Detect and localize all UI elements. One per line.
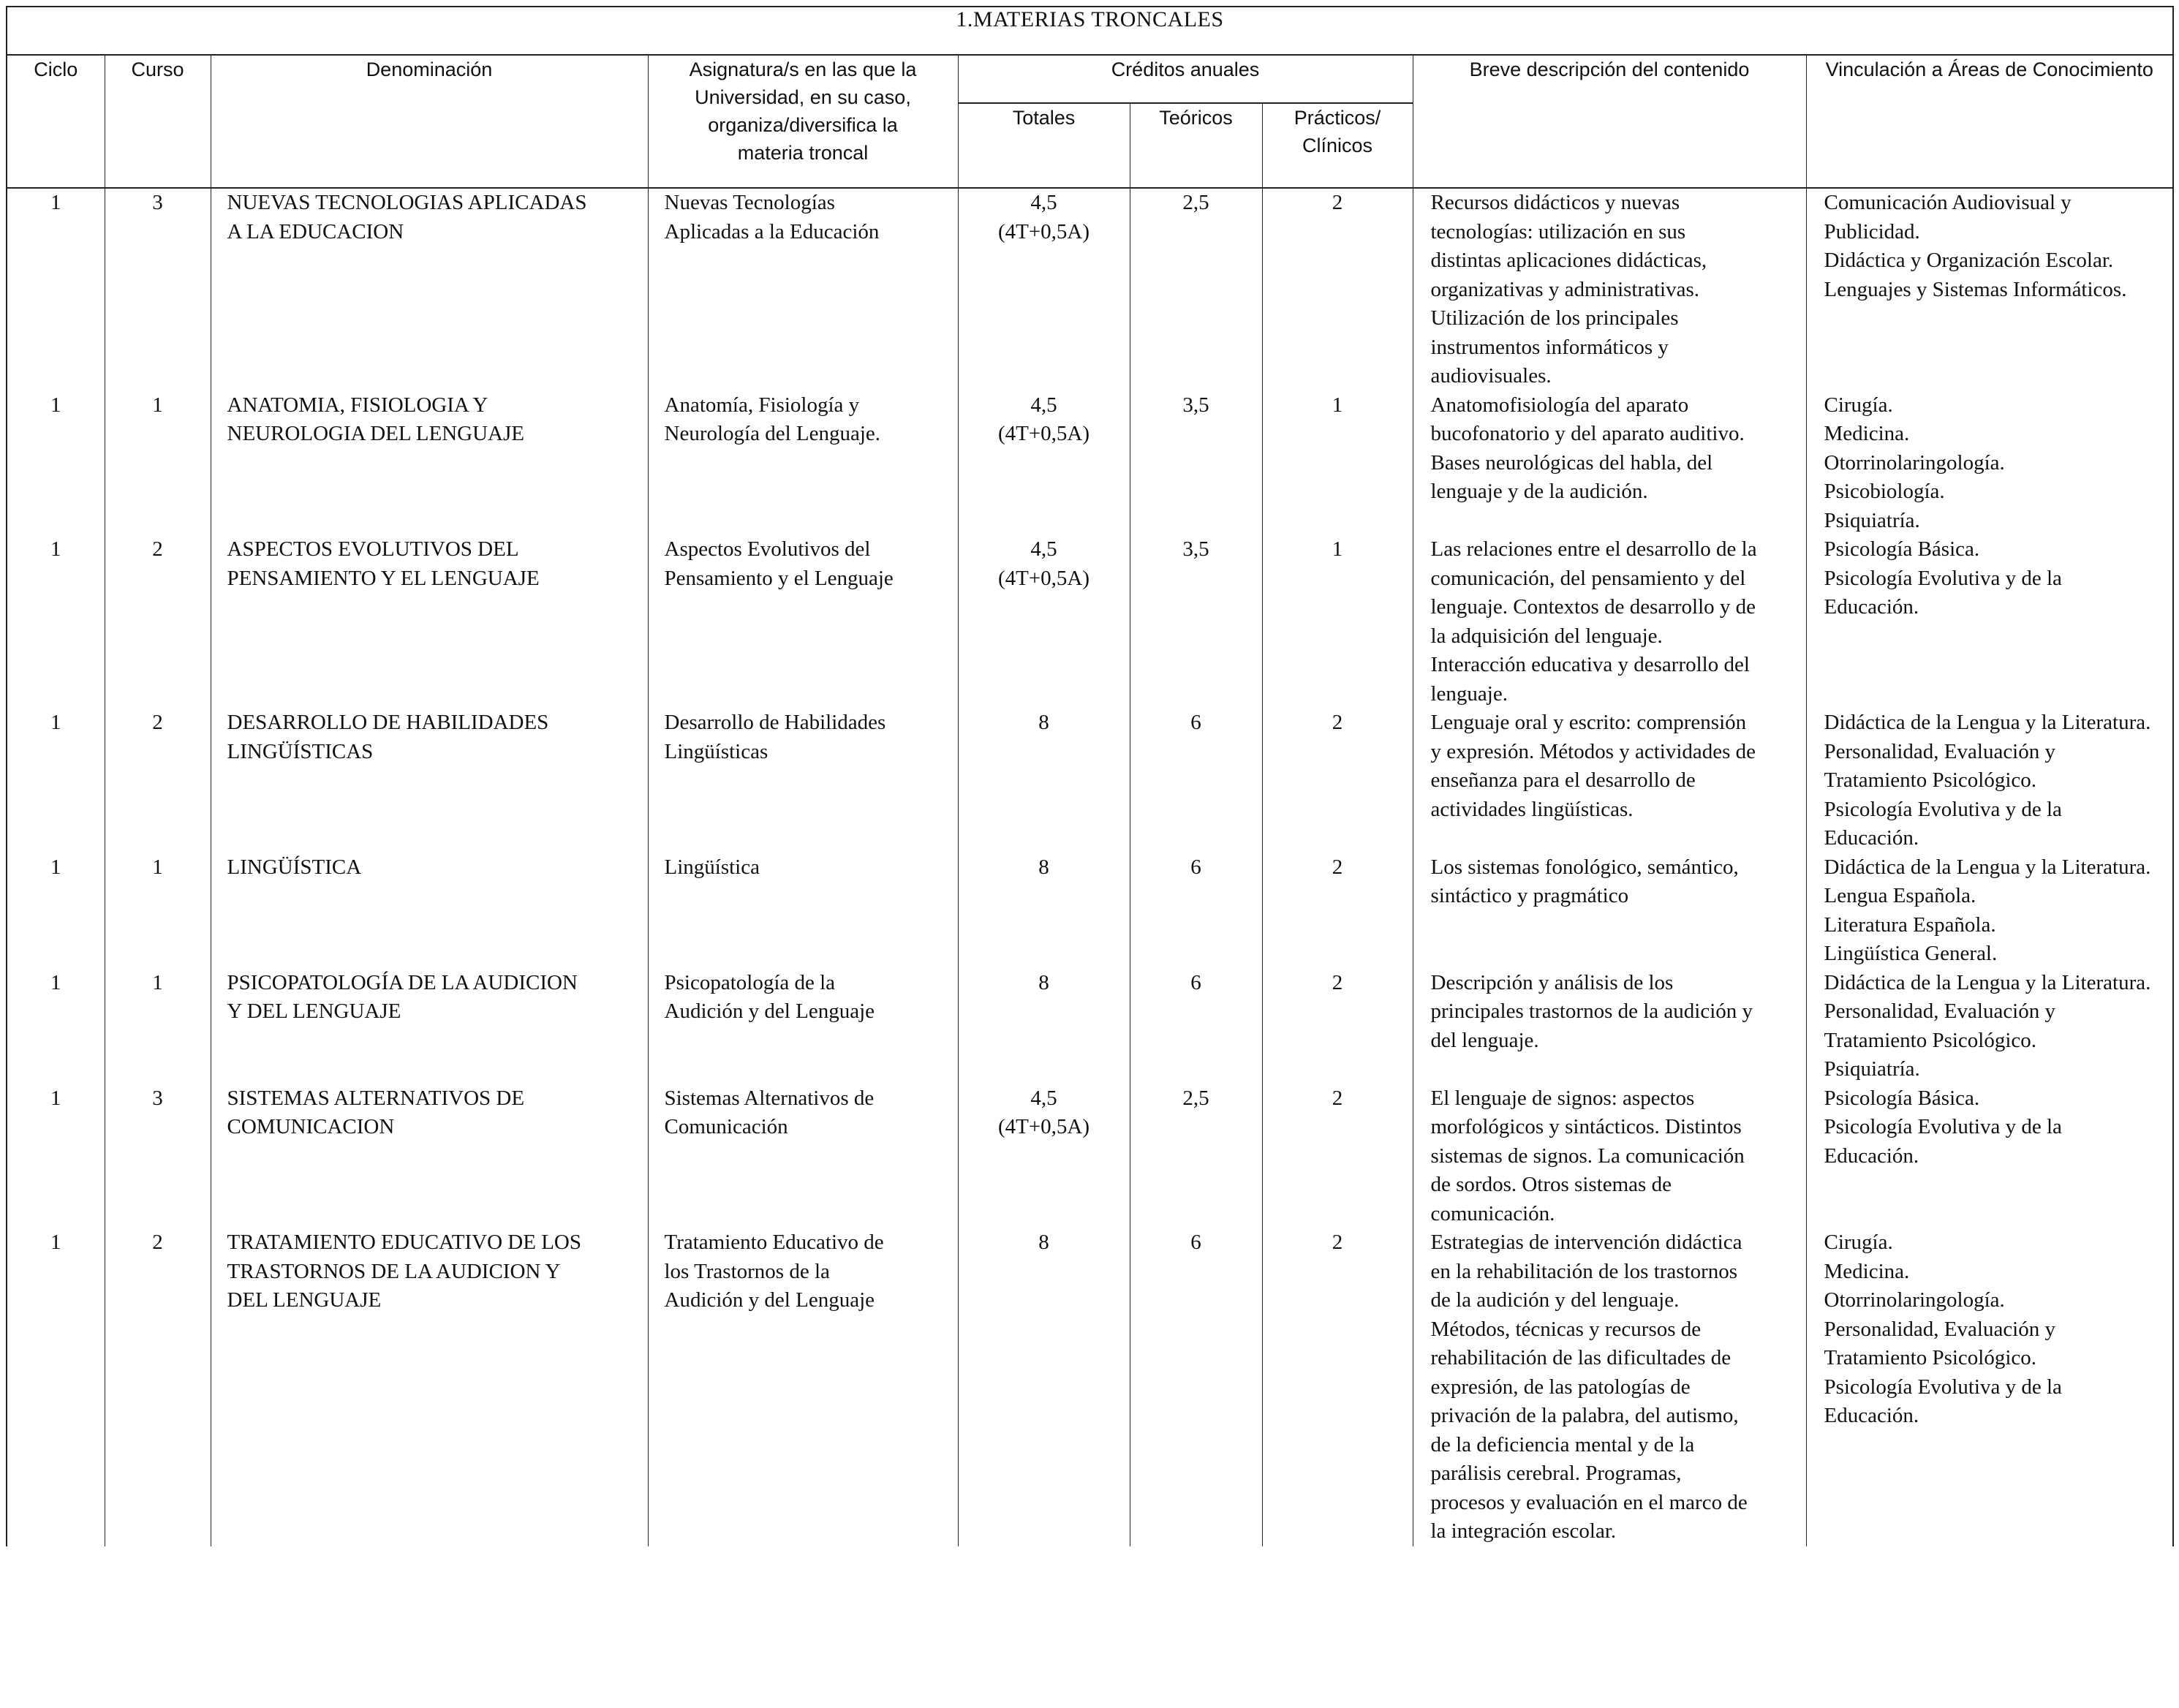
text-line: Estrategias de intervención didáctica [1430,1231,1742,1254]
text-line: Educación. [1824,1404,1919,1427]
descripcion-cell [1413,535,1806,708]
text-line: Psicobiología. [1824,480,1945,503]
text-line: 8 [1038,855,1049,879]
text-line: comunicación, del pensamiento y del [1430,566,1746,590]
text-line: Personalidad, Evaluación y [1824,739,2055,763]
teoricos-cell: 2,5 [1130,188,1262,391]
totales-cell [958,1228,1130,1546]
ciclo-cell: 1 [7,708,105,853]
text-line: Audición y del Lenguaje [664,1288,875,1312]
text-line: de la deficiencia mental y de la [1430,1432,1695,1456]
denominacion-cell [211,853,648,969]
text-line: Utilización de los principales [1430,306,1679,330]
totales-cell [958,535,1130,708]
practicos-cell: 2 [1262,188,1413,391]
text-line: (4T+0,5A) [997,219,1090,243]
text-line: Psicología Evolutiva y de la [1824,797,2062,821]
ciclo-cell: 1 [7,535,105,708]
text-line: NUEVAS TECNOLOGIAS APLICADAS [227,191,587,214]
text-line: principales trastornos de la audición y [1430,1000,1753,1023]
text-line: parálisis cerebral. Programas, [1430,1462,1682,1485]
text-line: 4,5 [1030,537,1057,561]
text-line: 8 [1038,711,1049,734]
text-line: Psicología Evolutiva y de la [1824,1375,2062,1399]
text-line: Cirugía. [1824,393,1893,417]
text-line: Clínicos [1302,135,1373,156]
text-line: Educación. [1824,826,1919,850]
text-line: Otorrinolaringología. [1824,1288,2005,1312]
text-line: (4T+0,5A) [997,422,1090,445]
denominacion-cell [211,535,648,708]
text-line: enseñanza para el desarrollo de [1430,768,1696,792]
text-line: Los sistemas fonológico, semántico, [1430,855,1739,879]
curso-cell: 3 [105,188,211,391]
text-line: Medicina. [1824,1259,1910,1283]
header-descripcion: Breve descripción del contenido [1413,55,1806,188]
text-line: morfológicos y sintácticos. Distintos [1430,1115,1742,1138]
text-line: Lengua Española. [1824,884,1976,907]
materias-troncales-table [6,6,2174,1546]
text-line: organiza/diversifica la [708,114,898,136]
text-line: rehabilitación de las dificultades de [1430,1346,1732,1369]
practicos-cell: 2 [1262,1084,1413,1229]
header-creditos-anuales: Créditos anuales [958,55,1413,103]
text-line: Las relaciones entre el desarrollo de la [1430,537,1757,561]
denominacion-cell [211,391,648,536]
text-line: LINGÜÍSTICAS [227,739,374,763]
text-line: LINGÜÍSTICA [227,855,362,879]
practicos-cell: 2 [1262,853,1413,969]
ciclo-cell: 1 [7,969,105,1084]
denominacion-cell [211,188,648,391]
totales-cell [958,969,1130,1084]
text-line: bucofonatorio y del aparato auditivo. [1430,422,1745,445]
teoricos-cell: 3,5 [1130,535,1262,708]
text-line: Lenguaje oral y escrito: comprensión [1430,711,1747,734]
header-denominacion: Denominación [211,55,648,188]
text-line: Lenguajes y Sistemas Informáticos. [1824,277,2127,301]
curso-cell: 2 [105,708,211,853]
text-line: actividades lingüísticas. [1430,797,1634,821]
text-line: SISTEMAS ALTERNATIVOS DE [227,1086,525,1110]
descripcion-cell [1413,391,1806,536]
teoricos-cell: 6 [1130,969,1262,1084]
asignatura-cell [648,535,958,708]
table-row [7,391,2173,536]
descripcion-cell [1413,1228,1806,1546]
vinculacion-cell [1806,391,2173,536]
practicos-cell: 1 [1262,535,1413,708]
text-line: Otorrinolaringología. [1824,450,2005,475]
text-line: DEL LENGUAJE [227,1288,382,1312]
text-line: Descripción y análisis de los [1430,970,1674,994]
teoricos-cell: 6 [1130,1228,1262,1546]
text-line: 4,5 [1030,393,1057,417]
denominacion-cell [211,969,648,1084]
totales-cell [958,853,1130,969]
text-line: Lingüísticas [664,739,768,763]
text-line: Personalidad, Evaluación y [1824,1000,2055,1023]
text-line: Neurología del Lenguaje. [664,422,881,445]
text-line: Universidad, en su caso, [695,86,911,108]
descripcion-cell [1413,1084,1806,1229]
text-line: Didáctica de la Lengua y la Literatura. [1824,970,2151,994]
text-line: Medicina. [1824,422,1910,445]
text-line: Publicidad. [1824,219,1920,243]
table-title: 1.MATERIAS TRONCALES [7,7,2173,55]
text-line: Pensamiento y el Lenguaje [664,566,894,590]
text-line: Aspectos Evolutivos del [664,537,871,561]
text-line: tecnologías: utilización en sus [1430,219,1686,243]
table-row [7,708,2173,853]
text-line: 4,5 [1030,191,1057,214]
asignatura-cell [648,853,958,969]
text-line: distintas aplicaciones didácticas, [1430,249,1707,272]
ciclo-cell: 1 [7,853,105,969]
text-line: Personalidad, Evaluación y [1824,1317,2055,1341]
text-line: Didáctica de la Lengua y la Literatura. [1824,855,2151,879]
text-line: NEUROLOGIA DEL LENGUAJE [227,422,524,445]
text-line: Educación. [1824,1144,1919,1168]
text-line: la integración escolar. [1430,1519,1617,1543]
text-line: 4,5 [1030,1086,1057,1110]
header-totales: Totales [958,103,1130,188]
text-line: Anatomofisiología del aparato [1430,393,1689,417]
table-row [7,188,2173,391]
ciclo-cell: 1 [7,1228,105,1546]
asignatura-cell [648,188,958,391]
text-line: lenguaje. [1430,681,1508,706]
text-line: ASPECTOS EVOLUTIVOS DEL [227,537,519,561]
text-line: del lenguaje. [1430,1028,1539,1052]
text-line: Nuevas Tecnologías [664,191,835,214]
text-line: expresión, de las patologías de [1430,1375,1691,1399]
table-row [7,969,2173,1084]
text-line: Prácticos/ [1294,107,1381,129]
totales-cell [958,188,1130,391]
text-line: procesos y evaluación en el marco de [1430,1490,1748,1514]
teoricos-cell: 6 [1130,853,1262,969]
curso-cell: 3 [105,1084,211,1229]
text-line: audiovisuales. [1430,364,1552,388]
text-line: Literatura Española. [1824,912,1996,937]
vinculacion-cell [1806,1228,2173,1546]
vinculacion-cell [1806,969,2173,1084]
header-ciclo: Ciclo [7,55,105,188]
totales-cell [958,391,1130,536]
text-line: A LA EDUCACION [227,219,404,243]
header-asignatura [648,55,958,188]
asignatura-cell [648,391,958,536]
text-line: Didáctica de la Lengua y la Literatura. [1824,711,2151,734]
text-line: organizativas y administrativas. [1430,277,1700,301]
text-line: Cirugía. [1824,1231,1893,1254]
text-line: Anatomía, Fisiología y [664,393,860,417]
totales-cell [958,1084,1130,1229]
text-line: materia troncal [737,142,869,164]
denominacion-cell [211,708,648,853]
text-line: Lingüística [664,855,760,879]
descripcion-cell [1413,969,1806,1084]
text-line: sintáctico y pragmático [1430,884,1629,907]
asignatura-cell [648,969,958,1084]
curso-cell: 1 [105,391,211,536]
text-line: (4T+0,5A) [997,1115,1090,1138]
text-line: TRASTORNOS DE LA AUDICION Y [227,1259,561,1283]
text-line: Lingüística General. [1824,942,1998,965]
teoricos-cell: 6 [1130,708,1262,853]
ciclo-cell: 1 [7,391,105,536]
vinculacion-cell [1806,853,2173,969]
text-line: (4T+0,5A) [997,566,1090,590]
header-curso: Curso [105,55,211,188]
practicos-cell: 2 [1262,708,1413,853]
text-line: Sistemas Alternativos de [664,1086,875,1110]
text-line: Recursos didácticos y nuevas [1430,191,1680,214]
text-line: Audición y del Lenguaje [664,1000,875,1023]
curso-cell: 1 [105,853,211,969]
text-line: 8 [1038,970,1049,994]
teoricos-cell: 2,5 [1130,1084,1262,1229]
table-row [7,853,2173,969]
ciclo-cell: 1 [7,1084,105,1229]
text-line: Desarrollo de Habilidades [664,711,886,734]
text-line: Educación. [1824,595,1919,619]
text-line: Psicopatología de la [664,970,836,994]
vinculacion-cell [1806,535,2173,708]
practicos-cell: 1 [1262,391,1413,536]
table-row [7,1228,2173,1546]
text-line: lenguaje y de la audición. [1430,480,1648,503]
teoricos-cell: 3,5 [1130,391,1262,536]
text-line: Psicología Evolutiva y de la [1824,566,2062,590]
text-line: Bases neurológicas del habla, del [1430,450,1713,475]
text-line: Psicología Básica. [1824,1086,1980,1110]
text-line: Aplicadas a la Educación [664,219,880,243]
text-line: Tratamiento Psicológico. [1824,1028,2037,1052]
text-line: Asignatura/s en las que la [689,58,917,80]
curso-cell: 2 [105,1228,211,1546]
text-line: y expresión. Métodos y actividades de [1430,739,1756,763]
table-row [7,535,2173,708]
asignatura-cell [648,1084,958,1229]
vinculacion-cell [1806,188,2173,391]
text-line: instrumentos informáticos y [1430,335,1669,359]
text-line: PSICOPATOLOGÍA DE LA AUDICION [227,970,578,994]
text-line: Psicología Evolutiva y de la [1824,1115,2062,1138]
text-line: ANATOMIA, FISIOLOGIA Y [227,393,488,417]
document-page [6,6,2172,1708]
text-line: COMUNICACION [227,1115,395,1138]
descripcion-cell [1413,188,1806,391]
text-line: comunicación. [1430,1201,1555,1225]
text-line: Y DEL LENGUAJE [227,1000,401,1023]
text-line: de sordos. Otros sistemas de [1430,1173,1672,1196]
text-line: Psiquiatría. [1824,1057,1920,1081]
text-line: Tratamiento Educativo de [664,1231,884,1254]
text-line: Métodos, técnicas y recursos de [1430,1317,1702,1341]
table-row [7,1084,2173,1229]
text-line: Comunicación [664,1115,788,1138]
denominacion-cell [211,1084,648,1229]
text-line: 8 [1038,1231,1049,1254]
text-line: Psicología Básica. [1824,537,1980,561]
asignatura-cell [648,1228,958,1546]
text-line: Comunicación Audiovisual y [1824,191,2072,214]
text-line: privación de la palabra, del autismo, [1430,1404,1739,1427]
text-line: sistemas de signos. La comunicación [1430,1144,1745,1168]
text-line: Didáctica y Organización Escolar. [1824,249,2114,272]
text-line: El lenguaje de signos: aspectos [1430,1086,1695,1110]
text-line: Tratamiento Psicológico. [1824,768,2037,792]
curso-cell: 1 [105,969,211,1084]
descripcion-cell [1413,708,1806,853]
text-line: PENSAMIENTO Y EL LENGUAJE [227,566,540,590]
practicos-cell: 2 [1262,1228,1413,1546]
ciclo-cell: 1 [7,188,105,391]
text-line: Psiquiatría. [1824,508,1920,532]
header-vinculacion: Vinculación a Áreas de Conocimiento [1806,55,2173,188]
asignatura-cell [648,708,958,853]
text-line: lenguaje. Contextos de desarrollo y de [1430,595,1756,619]
text-line: de la audición y del lenguaje. [1430,1288,1680,1312]
vinculacion-cell [1806,1084,2173,1229]
text-line: Interacción educativa y desarrollo del [1430,653,1750,676]
text-line: DESARROLLO DE HABILIDADES [227,711,549,734]
practicos-cell: 2 [1262,969,1413,1084]
curso-cell: 2 [105,535,211,708]
text-line: TRATAMIENTO EDUCATIVO DE LOS [227,1231,581,1254]
header-practicos [1262,103,1413,188]
text-line: la adquisición del lenguaje. [1430,624,1663,648]
text-line: Tratamiento Psicológico. [1824,1346,2037,1369]
denominacion-cell [211,1228,648,1546]
text-line: en la rehabilitación de los trastornos [1430,1259,1738,1283]
header-teoricos: Teóricos [1130,103,1262,188]
descripcion-cell [1413,853,1806,969]
vinculacion-cell [1806,708,2173,853]
text-line: los Trastornos de la [664,1259,830,1283]
totales-cell [958,708,1130,853]
